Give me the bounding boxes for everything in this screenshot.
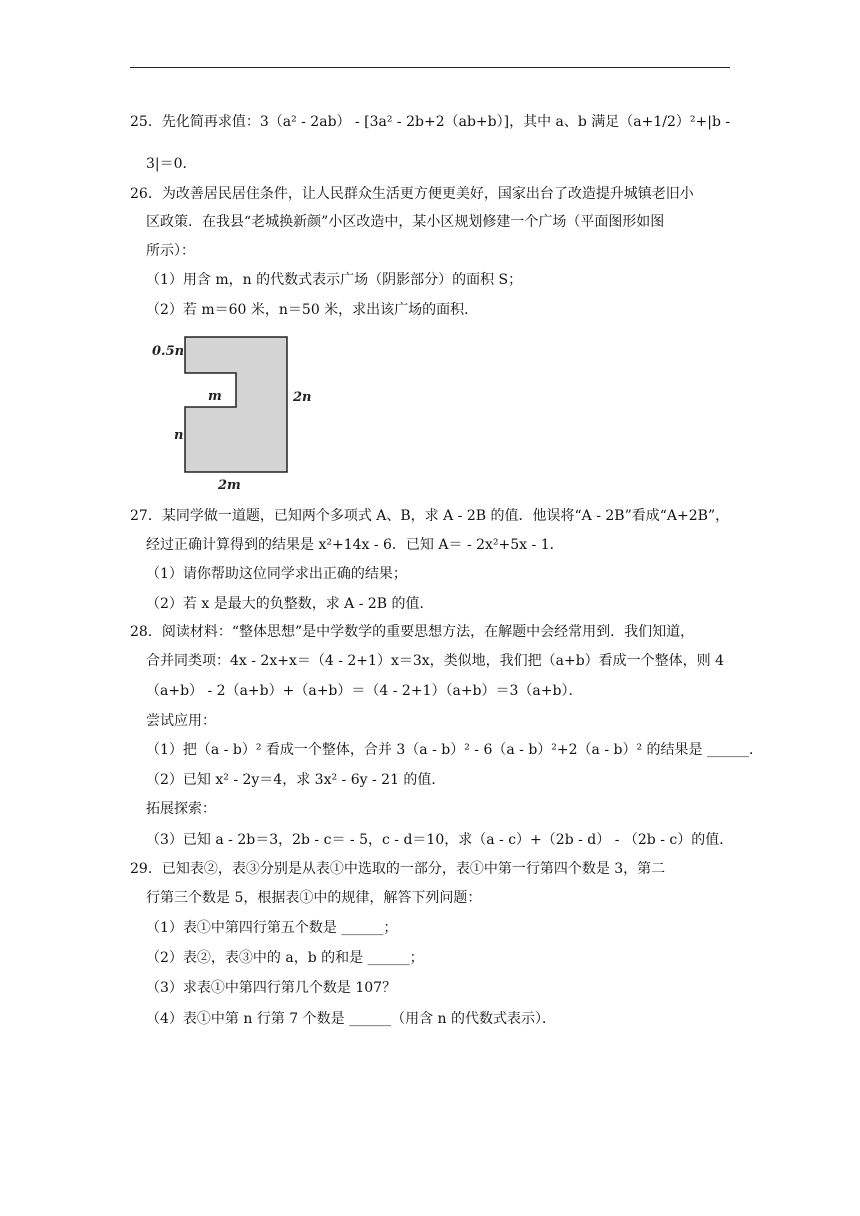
q29-line-1: 29．已知表②，表③分别是从表①中选取的一部分，表①中第一行第四个数是 3，第二 bbox=[130, 861, 666, 877]
header-rule bbox=[130, 67, 730, 68]
q29-line-2: 行第三个数是 5，根据表①中的规律，解答下列问题： bbox=[146, 890, 482, 906]
q25-line-2: 3|＝0． bbox=[146, 156, 197, 172]
q25-line-1: 25．先化简再求值：3（a² - 2ab） - [3a² - 2b+2（ab+b）]，其中 a、b 满足（a+1/2）²+|b - bbox=[130, 114, 731, 130]
label-n: n bbox=[174, 428, 184, 443]
q27-part-1: （1）请你帮助这位同学求出正确的结果； bbox=[146, 566, 407, 582]
label-0.5n: 0.5n bbox=[152, 344, 185, 359]
label-m: m bbox=[208, 389, 222, 404]
q27-line-2: 经过正确计算得到的结果是 x²+14x - 6．已知 A＝ - 2x²+5x - 1． bbox=[146, 537, 564, 553]
q28-heading-explore: 拓展探索： bbox=[146, 801, 216, 817]
q27-part-2: （2）若 x 是最大的负整数，求 A - 2B 的值． bbox=[146, 596, 434, 612]
q28-part-2: （2）已知 x² - 2y＝4，求 3x² - 6y - 21 的值． bbox=[146, 772, 446, 788]
q26-line-1: 26．为改善居民居住条件，让人民群众生活更方便更美好，国家出台了改造提升城镇老旧小 bbox=[130, 186, 694, 202]
label-2m: 2m bbox=[218, 478, 241, 493]
q27-line-1: 27．某同学做一道题，已知两个多项式 A、B，求 A - 2B 的值．他误将“A - 2B”看成“A+2B”， bbox=[130, 508, 730, 524]
q29-part-3: （3）求表①中第四行第几个数是 107？ bbox=[146, 980, 397, 996]
q29-part-1: （1）表①中第四行第五个数是 ______； bbox=[146, 920, 398, 936]
q28-heading-try: 尝试应用： bbox=[146, 713, 216, 729]
plaza-figure bbox=[150, 330, 340, 500]
q28-line-3: （a+b） - 2（a+b）+（a+b）＝（4 - 2+1）（a+b）＝3（a+b）． bbox=[146, 683, 583, 699]
q28-line-2: 合并同类项：4x - 2x+x＝（4 - 2+1）x＝3x，类似地，我们把（a+b）看成一个整体，则 4 bbox=[146, 653, 725, 669]
q26-part-1: （1）用含 m，n 的代数式表示广场（阴影部分）的面积 S； bbox=[146, 272, 523, 288]
q29-part-4: （4）表①中第 n 行第 7 个数是 ______（用含 n 的代数式表示）． bbox=[146, 1011, 556, 1027]
q29-part-2: （2）表②，表③中的 a，b 的和是 ______； bbox=[146, 950, 424, 966]
label-2n: 2n bbox=[293, 390, 312, 405]
q26-part-2: （2）若 m＝60 米，n＝50 米，求出该广场的面积． bbox=[146, 302, 479, 318]
q26-line-3: 所示）： bbox=[146, 243, 195, 259]
q28-line-1: 28．阅读材料：“整体思想”是中学数学的重要思想方法，在解题中会经常用到．我们知道， bbox=[130, 624, 695, 640]
q28-part-3: （3）已知 a - 2b＝3，2b - c＝ - 5，c - d＝10，求（a - c）+（2b - d） - （2b - c）的值． bbox=[146, 832, 734, 848]
q28-part-1: （1）把（a - b）² 看成一个整体，合并 3（a - b）² - 6（a - b）²+2（a - b）² 的结果是 ______． bbox=[146, 742, 763, 758]
q26-line-2: 区政策．在我县“老城换新颜”小区改造中，某小区规划修建一个广场（平面图形如图 bbox=[146, 214, 665, 230]
